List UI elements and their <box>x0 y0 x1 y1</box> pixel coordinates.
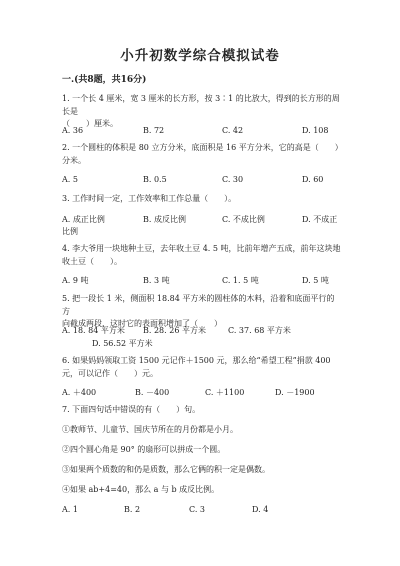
question-stem-line: 2. 一个圆柱的体积是 80 立方分米，底面积是 16 平方分米，它的高是（ ） <box>62 143 343 152</box>
option-b[interactable]: B. 3 吨 <box>143 276 170 285</box>
option-d[interactable]: D. 56.52 平方米 <box>92 339 153 348</box>
question-stem-line: 收土豆（ ）。 <box>62 256 122 266</box>
question-3-options-wrap <box>62 226 352 238</box>
question-stem-line: 7. 下面四句话中错误的有（ ）句。 <box>62 405 201 414</box>
option-d[interactable]: D. 60 <box>302 175 324 184</box>
question-stem-line: 3. 工作时间一定，工作效率和工作总量（ ）。 <box>62 194 237 203</box>
question-stem-line: 5. 把一段长 1 米，侧面积 18.84 平方米的圆柱体的木料，沿着和底面平行的方 <box>62 294 335 316</box>
question-5-options <box>62 325 352 337</box>
question-4-options <box>62 275 352 287</box>
option-d[interactable]: D. 5 吨 <box>302 276 329 285</box>
question-1 <box>62 93 342 131</box>
option-c[interactable]: C. 1. 5 吨 <box>222 276 259 285</box>
option-b[interactable]: B. －400 <box>135 388 170 397</box>
option-b[interactable]: B. 2 <box>124 505 141 514</box>
question-stem-line: 元，可以记作（ ）元。 <box>62 368 158 378</box>
option-b[interactable]: B. 72 <box>143 126 165 135</box>
question-stem-line: 4. 李大爷用一块地种土豆，去年收土豆 4. 5 吨，比前年增产五成，前年这块地 <box>62 244 341 253</box>
option-c[interactable]: C. 42 <box>222 126 244 135</box>
option-c[interactable]: C. 30 <box>222 175 244 184</box>
option-a[interactable]: A. ＋400 <box>62 388 97 397</box>
option-a[interactable]: A. 5 <box>62 175 78 184</box>
question-4 <box>62 243 342 268</box>
statement-1: ①教师节、儿童节、国庆节所在的月份都是小月。 <box>62 425 238 434</box>
option-d[interactable]: D. －1900 <box>275 388 315 397</box>
option-c[interactable]: C. 3 <box>189 505 206 514</box>
option-c[interactable]: C. ＋1100 <box>205 388 245 397</box>
question-stem-line: 分米。 <box>62 155 86 165</box>
option-a[interactable]: A. 成正比例 <box>62 215 105 224</box>
option-a[interactable]: A. 36 <box>62 126 84 135</box>
question-2-options <box>62 175 352 187</box>
statement-2: ②四个圆心角是 90° 的扇形可以拼成一个圆。 <box>62 445 226 454</box>
page-title: 小升初数学综合模拟试卷 <box>120 48 280 64</box>
option-d[interactable]: D. 4 <box>252 505 269 514</box>
option-a[interactable]: A. 18. 84 平方米 <box>62 326 125 335</box>
option-c[interactable]: C. 不成比例 <box>222 215 265 224</box>
question-2 <box>62 142 342 167</box>
question-stem-line: （ ）厘米。 <box>62 119 118 128</box>
option-b[interactable]: B. 0.5 <box>143 175 167 184</box>
option-c[interactable]: C. 37. 68 平方米 <box>228 326 291 335</box>
statement-3: ③如果两个质数的和仍是质数，那么它俩的积一定是偶数。 <box>62 465 270 474</box>
section-heading: 一.(共8题，共16分) <box>62 75 147 85</box>
option-b[interactable]: B. 成反比例 <box>143 215 186 224</box>
question-6 <box>62 355 342 380</box>
option-a[interactable]: A. 1 <box>62 505 78 514</box>
question-7-options <box>62 505 352 517</box>
question-stem-line: 6. 如果妈妈领取工资 1500 元记作＋1500 元，那么给“希望工程”捐款 400 <box>62 356 331 365</box>
question-1-options <box>62 126 352 138</box>
option-d-tail: 比例 <box>62 227 78 236</box>
question-5-options-line2 <box>62 338 352 350</box>
option-d[interactable]: D. 不成正 <box>302 215 338 224</box>
question-stem-line: 向截成两段，这时它的表面积增加了（ ） <box>62 319 222 328</box>
question-stem-line: 1. 一个长 4 厘米，宽 3 厘米的长方形，按 3∶1 的比放大，得到的长方形的周长是 <box>62 94 340 116</box>
question-3 <box>62 193 342 206</box>
option-b[interactable]: B. 28. 26 平方米 <box>143 326 206 335</box>
question-6-options <box>62 387 352 399</box>
question-3-options <box>62 214 352 226</box>
option-d[interactable]: D. 108 <box>302 126 329 135</box>
question-7 <box>62 404 342 417</box>
option-a[interactable]: A. 9 吨 <box>62 276 89 285</box>
statement-4: ④如果 ab+4=40，那么 a 与 b 成反比例。 <box>62 485 220 494</box>
